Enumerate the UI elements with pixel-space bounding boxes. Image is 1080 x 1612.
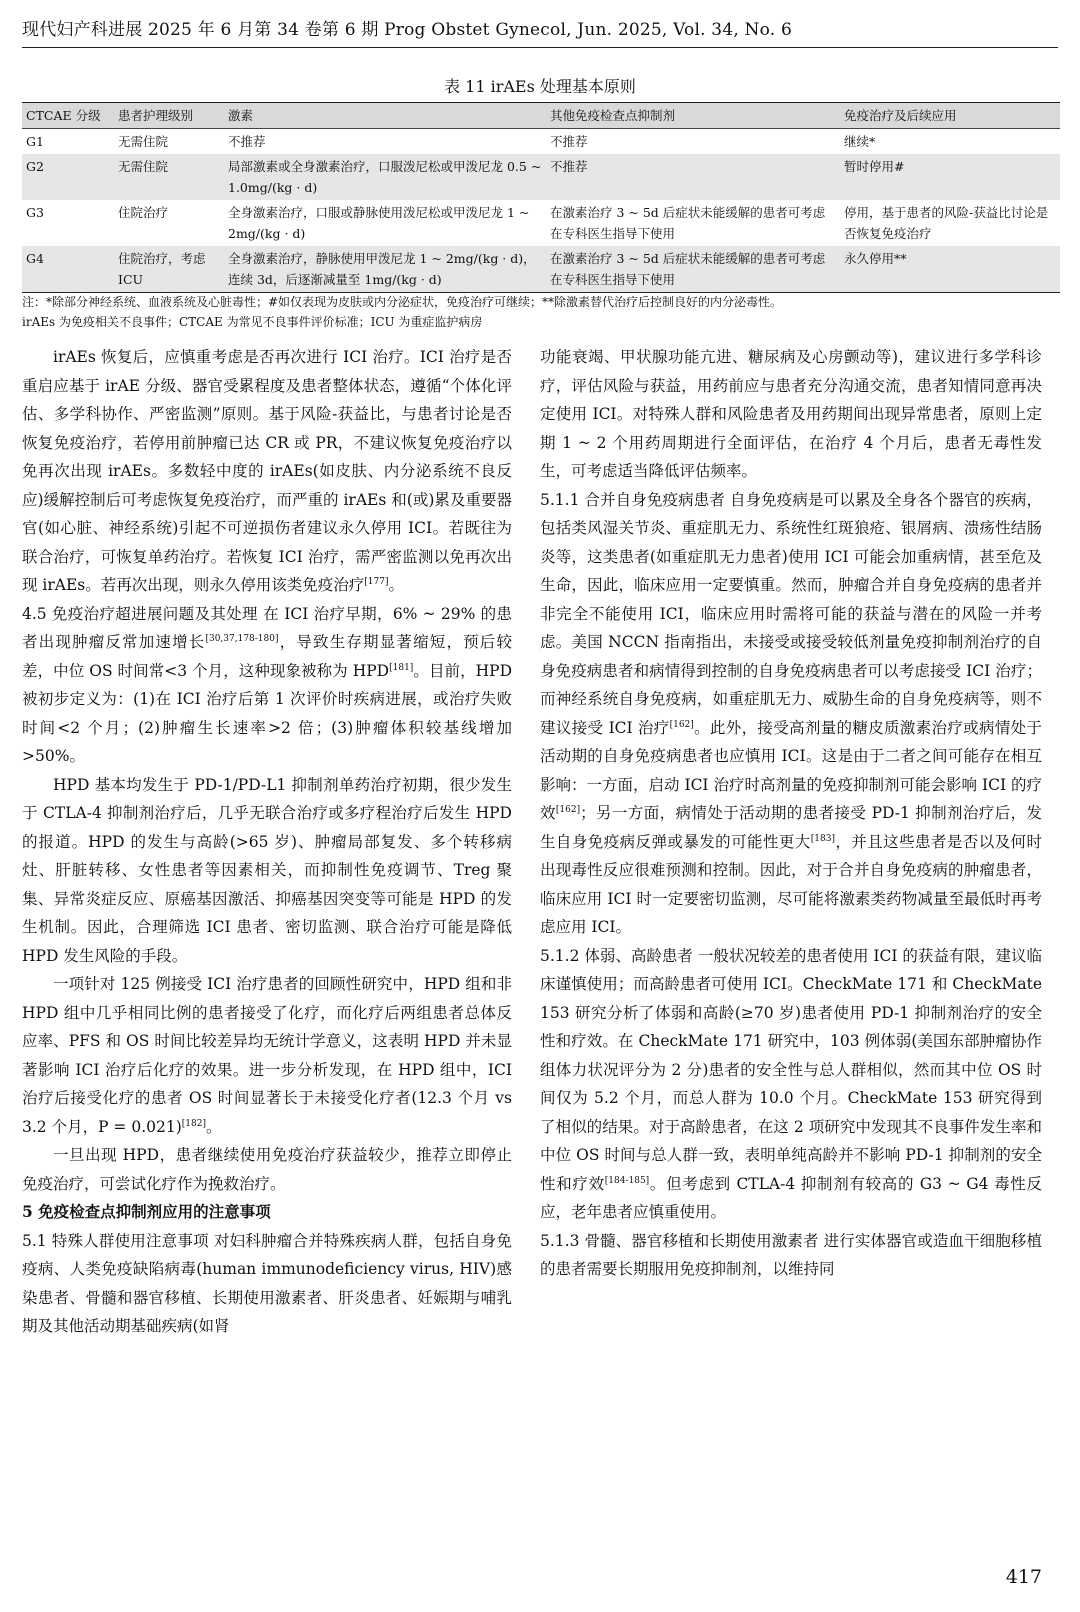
- paragraph: HPD 基本均发生于 PD-1/PD-L1 抑制剂单药治疗初期，很少发生于 CTLA-4 抑制剂治疗后，几乎无联合治疗或多疗程治疗后发生 HPD 的报道。HPD 的发生与高龄(>65 岁)、肿瘤局部复发、多个转移病灶、肝脏转移、女性患者等因素相关，而抑制性免疫调节、Treg 聚集、异常炎症反应、原癌基因激活、抑癌基因突变等可能是 HPD 的发生机制。因此，合理筛选 ICI 患者、密切监测、联合治疗可能是降低 HPD 发生风险的手段。: [22, 775, 512, 965]
- table-header-row: [22, 103, 1060, 129]
- table-cell: 继续*: [844, 134, 876, 149]
- citation: [162]: [669, 719, 694, 730]
- section-heading: 5 免疫检查点抑制剂应用的注意事项: [22, 1202, 271, 1221]
- table-cell: 全身激素治疗，口服或静脉使用泼尼松或甲泼尼龙 1 ~ 2mg/(kg · d): [228, 205, 530, 241]
- paragraph: 一项针对 125 例接受 ICI 治疗患者的回顾性研究中，HPD 组和非 HPD 组中几乎相同比例的患者接受了化疗，而化疗后两组患者总体反应率、PFS 和 OS 时间比较差异均无统计学意义，这表明 HPD 并未显著影响 ICI 治疗后化疗的效果。进一步分析发现，在 HPD 组中，ICI 治疗后接受化疗的患者 OS 时间显著长于未接受化疗者(12.3 个月 vs 3.2 个月，P = 0.021)[182]。: [22, 975, 512, 1136]
- table-cell: 不推荐: [228, 134, 266, 149]
- table-cell: 暂时停用#: [844, 159, 905, 174]
- table-cell: G1: [26, 134, 44, 149]
- citation: [182]: [181, 1118, 206, 1129]
- table-header-cell: 激素: [228, 108, 254, 123]
- irae-table: [22, 102, 1060, 293]
- table-cell: 停用，基于患者的风险-获益比讨论是否恢复免疫治疗: [844, 205, 1049, 241]
- citation: [183]: [810, 833, 835, 844]
- table-cell: 无需住院: [118, 159, 169, 174]
- paragraph: 5.1 特殊人群使用注意事项 对妇科肿瘤合并特殊疾病人群，包括自身免疫病、人类免疫缺陷病毒(human immunodeficiency virus, HIV)感染患者、骨髓和器官移植、长期使用激素者、肝炎患者、妊娠期与哺乳期及其他活动期基础疾病(如肾: [22, 1231, 512, 1335]
- table-cell: 全身激素治疗，静脉使用甲泼尼龙 1 ~ 2mg/(kg · d)，连续 3d，后逐渐减量至 1mg/(kg · d): [228, 251, 536, 287]
- table-row: [22, 200, 1060, 246]
- table-header-cell: 免疫治疗及后续应用: [844, 108, 957, 123]
- paragraph: 一旦出现 HPD，患者继续使用免疫治疗获益较少，推荐立即停止免疫治疗，可尝试化疗作为挽救治疗。: [22, 1146, 512, 1193]
- header-rule: [22, 47, 1058, 48]
- table-cell: 在激素治疗 3 ~ 5d 后症状未能缓解的患者可考虑在专科医生指导下使用: [550, 251, 826, 287]
- citation: [177]: [364, 576, 389, 587]
- citation: [181]: [389, 662, 414, 673]
- paragraph: 5.1.3 骨髓、器官移植和长期使用激素者 进行实体器官或造血干细胞移植的患者需要长期服用免疫抑制剂，以维持同: [540, 1231, 1042, 1278]
- citation: [30,37,178-180]: [205, 633, 279, 644]
- left-column: [22, 343, 512, 1341]
- table-cell: 住院治疗，考虑 ICU: [118, 251, 206, 287]
- table-header-cell: 患者护理级别: [118, 108, 194, 123]
- table-header-cell: 其他免疫检查点抑制剂: [550, 108, 676, 123]
- table-row: [22, 246, 1060, 293]
- table-cell: 无需住院: [118, 134, 169, 149]
- page-number: 417: [1005, 1566, 1042, 1588]
- table-notes: [22, 292, 1062, 332]
- table-header-cell: CTCAE 分级: [26, 108, 101, 123]
- paragraph: 5.1.1 合并自身免疫病患者 自身免疫病是可以累及全身各个器官的疾病，包括类风湿关节炎、重症肌无力、系统性红斑狼疮、银屑病、溃疡性结肠炎等，这类患者(如重症肌无力患者)使用 ICI 可能会加重病情，甚至危及生命，因此，临床应用一定要慎重。然而，肿瘤合并自身免疫病的患者并非完全不能使用 ICI，临床应用时需将可能的获益与潜在的风险一并考虑。美国 NCCN 指南指出，未接受或接受较低剂量免疫抑制剂治疗的自身免疫病患者和病情得到控制的自身免疫病患者可以考虑接受 ICI 治疗；而神经系统自身免疫病，如重症肌无力、威胁生命的自身免疫病等，则不建议接受 ICI 治疗[162]。此外，接受高剂量的糖皮质激素治疗或病情处于活动期的自身免疫病患者也应慎用 ICI。这是由于二者之间可能存在相互影响：一方面，启动 ICI 治疗时高剂量的免疫抑制剂可能会影响 ICI 的疗效[162]；另一方面，病情处于活动期的患者接受 PD-1 抑制剂治疗后，发生自身免疫病反弹或暴发的可能性更大[183]，并且这些患者是否以及何时出现毒性反应很难预测和控制。因此，对于合并自身免疫病的肿瘤患者，临床应用 ICI 时一定要密切监测，尽可能将激素类药物减量至最低时再考虑应用 ICI。: [540, 490, 1042, 936]
- table-cell: G3: [26, 205, 44, 220]
- paragraph: 功能衰竭、甲状腺功能亢进、糖尿病及心房颤动等)，建议进行多学科诊疗，评估风险与获益，用药前应与患者充分沟通交流，患者知情同意再决定使用 ICI。对特殊人群和风险患者及用药期间出现异常患者，原则上定期 1 ~ 2 个用药周期进行全面评估，在治疗 4 个月后，患者无毒性发生，可考虑适当降低评估频率。: [540, 348, 1042, 480]
- paragraph: 4.5 免疫治疗超进展问题及其处理 在 ICI 治疗早期，6% ~ 29% 的患者出现肿瘤反常加速增长[30,37,178-180]，导致生存期显著缩短，预后较差，中位 OS 时间常<3 个月，这种现象被称为 HPD[181]。目前，HPD 被初步定义为：(1)在 ICI 治疗后第 1 次评价时疾病进展，或治疗失败时间<2 个月；(2)肿瘤生长速率>2 倍；(3)肿瘤体积较基线增加>50%。: [22, 604, 513, 765]
- table-note: 注：*除部分神经系统、血液系统及心脏毒性；#如仅表现为皮肤或内分泌症状，免疫治疗可继续；**除激素替代治疗后控制良好的内分泌毒性。: [22, 295, 783, 309]
- table-cell: G4: [26, 251, 44, 266]
- table-note: irAEs 为免疫相关不良事件；CTCAE 为常见不良事件评价标准；ICU 为重症监护病房: [22, 315, 483, 329]
- table-cell: 住院治疗: [118, 205, 169, 220]
- table-cell: 永久停用**: [844, 251, 907, 266]
- table-cell: 在激素治疗 3 ~ 5d 后症状未能缓解的患者可考虑在专科医生指导下使用: [550, 205, 826, 241]
- table-cell: 不推荐: [550, 134, 588, 149]
- right-column: [540, 343, 1042, 1284]
- table-cell: 局部激素或全身激素治疗，口服泼尼松或甲泼尼龙 0.5 ~ 1.0mg/(kg · d): [228, 159, 542, 195]
- running-head: 现代妇产科进展 2025 年 6 月第 34 卷第 6 期 Prog Obstet Gynecol, Jun. 2025, Vol. 34, No. 6: [22, 20, 792, 40]
- table-title: 表 11 irAEs 处理基本原则: [444, 77, 636, 96]
- citation: [184-185]: [604, 1175, 650, 1186]
- paragraph: irAEs 恢复后，应慎重考虑是否再次进行 ICI 治疗。ICI 治疗是否重启应基于 irAE 分级、器官受累程度及患者整体状态，遵循“个体化评估、多学科协作、严密监测”原则。基于风险-获益比，与患者讨论是否恢复免疫治疗，若停用前肿瘤已达 CR 或 PR，不建议恢复免疫治疗以免再次出现 irAEs。多数轻中度的 irAEs(如皮肤、内分泌系统不良反应)缓解控制后可考虑恢复免疫治疗，而严重的 irAEs 和(或)累及重要器官(如心脏、神经系统)引起不可逆损伤者建议永久停用 ICI。若既往为联合治疗，可恢复单药治疗。若恢复 ICI 治疗，需严密监测以免再次出现 irAEs。若再次出现，则永久停用该类免疫治疗[177]。: [22, 348, 512, 594]
- citation: [162]: [555, 804, 581, 815]
- table-cell: G2: [26, 159, 44, 174]
- table-row: [22, 154, 1060, 200]
- table-row: [22, 129, 1060, 155]
- table-cell: 不推荐: [550, 159, 588, 174]
- paragraph: 5.1.2 体弱、高龄患者 一般状况较差的患者使用 ICI 的获益有限，建议临床谨慎使用；而高龄患者可使用 ICI。CheckMate 171 和 CheckMate 153 研究分析了体弱和高龄(≥70 岁)患者使用 PD-1 抑制剂治疗的安全性和疗效。在 CheckMate 171 研究中，103 例体弱(美国东部肿瘤协作组体力状况评分为 2 分)患者的安全性与总人群相似，然而其中位 OS 时间仅为 5.2 个月，而总人群为 10.0 个月。CheckMate 153 研究得到了相似的结果。对于高龄患者，在这 2 项研究中发现其不良事件发生率和中位 OS 时间与总人群一致，表明单纯高龄并不影响 PD-1 抑制剂的安全性和疗效[184-185]。但考虑到 CTLA-4 抑制剂有较高的 G3 ~ G4 毒性反应，老年患者应慎重使用。: [540, 946, 1042, 1221]
